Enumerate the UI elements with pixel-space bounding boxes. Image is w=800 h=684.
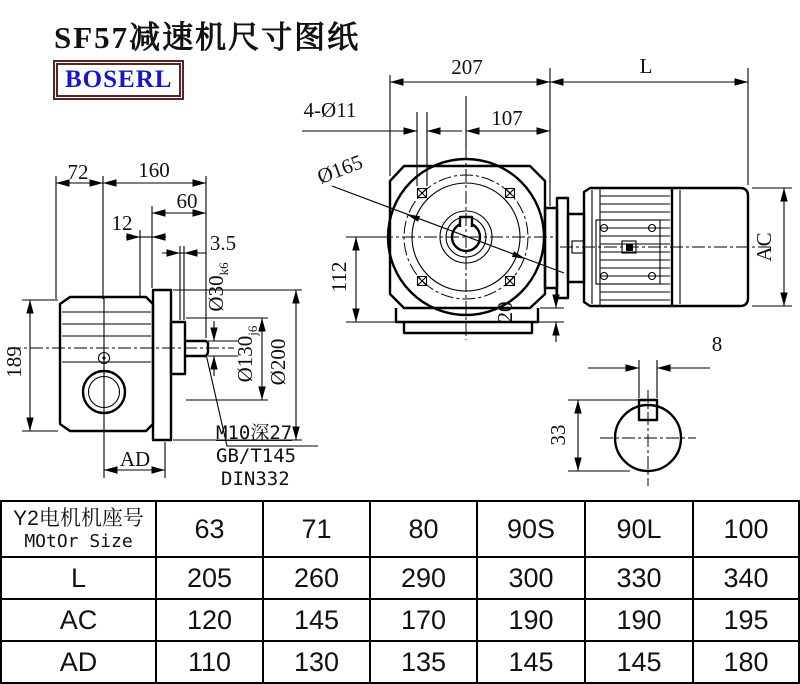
front-view-linework — [302, 68, 792, 342]
dim-label-107: 107 — [491, 106, 523, 130]
cell-ac-80: 170 — [370, 599, 477, 641]
table-header-motor-size — [1, 501, 156, 557]
tap-note-line1: M10深27 — [216, 422, 293, 444]
table-col-90l: 90L — [585, 501, 693, 557]
shaft-section-linework — [568, 360, 710, 486]
dim-label-33: 33 — [546, 424, 570, 446]
dim-label-d165: Ø165 — [313, 149, 367, 189]
cell-ac-90s: 190 — [477, 599, 585, 641]
table-row-ac — [1, 599, 799, 641]
table-row-l — [1, 557, 799, 599]
dim-label-shaft-dia: $Ø30_{k6}$ — [204, 262, 232, 312]
table-col-80: 80 — [370, 501, 477, 557]
dim-label-20: 20 — [493, 301, 517, 323]
dim-label-ac: AC — [752, 232, 776, 262]
dim-label-4xd11: 4-Ø11 — [303, 98, 357, 122]
dim-label-8: 8 — [711, 332, 723, 356]
cell-ad-100: 180 — [693, 641, 799, 683]
cell-ac-100: 195 — [693, 599, 799, 641]
cell-ac-71: 145 — [263, 599, 370, 641]
cell-l-90l: 330 — [585, 557, 693, 599]
dim-label-flange-dia: Ø200 — [266, 338, 290, 386]
table-col-90s: 90S — [477, 501, 585, 557]
row-label-ac: AC — [1, 599, 156, 641]
row-label-l: L — [1, 557, 156, 599]
cell-ad-80: 135 — [370, 641, 477, 683]
dim-label-189: 189 — [2, 346, 26, 378]
dim-label-ad: AD — [119, 447, 151, 471]
dim-label-l: L — [639, 54, 653, 78]
dim-label-spigot-dia: $Ø130_{j6}$ — [233, 325, 261, 383]
cell-ac-63: 120 — [156, 599, 263, 641]
table-col-63: 63 — [156, 501, 263, 557]
dim-label-112: 112 — [327, 261, 351, 293]
cell-ad-90s: 145 — [477, 641, 585, 683]
row-label-ad: AD — [1, 641, 156, 683]
cell-ad-90l: 145 — [585, 641, 693, 683]
table-col-100: 100 — [693, 501, 799, 557]
cell-l-100: 340 — [693, 557, 799, 599]
table-row-ad — [1, 641, 799, 683]
cell-l-63: 205 — [156, 557, 263, 599]
motor-size-label-cn: Y2电机机座号 — [13, 506, 144, 530]
cell-ad-71: 130 — [263, 641, 370, 683]
cell-l-90s: 300 — [477, 557, 585, 599]
page-title: SF57减速机尺寸图纸 — [54, 20, 361, 55]
dim-label-3-5: 3.5 — [209, 231, 237, 255]
dim-label-160: 160 — [138, 158, 170, 182]
tap-note-line3: DIN332 — [221, 468, 290, 490]
dimension-table — [0, 500, 800, 684]
table-col-71: 71 — [263, 501, 370, 557]
brand-logo: BOSERL — [53, 60, 184, 100]
dim-label-207: 207 — [451, 55, 483, 79]
dim-label-72: 72 — [67, 160, 89, 184]
tap-note-line2: GB/T145 — [216, 445, 297, 467]
dim-label-60: 60 — [176, 189, 198, 213]
cell-ac-90l: 190 — [585, 599, 693, 641]
dim-label-12: 12 — [111, 211, 133, 235]
cell-ad-63: 110 — [156, 641, 263, 683]
cell-l-71: 260 — [263, 557, 370, 599]
cell-l-80: 290 — [370, 557, 477, 599]
motor-size-label-en: MOtOr Size — [24, 530, 133, 552]
